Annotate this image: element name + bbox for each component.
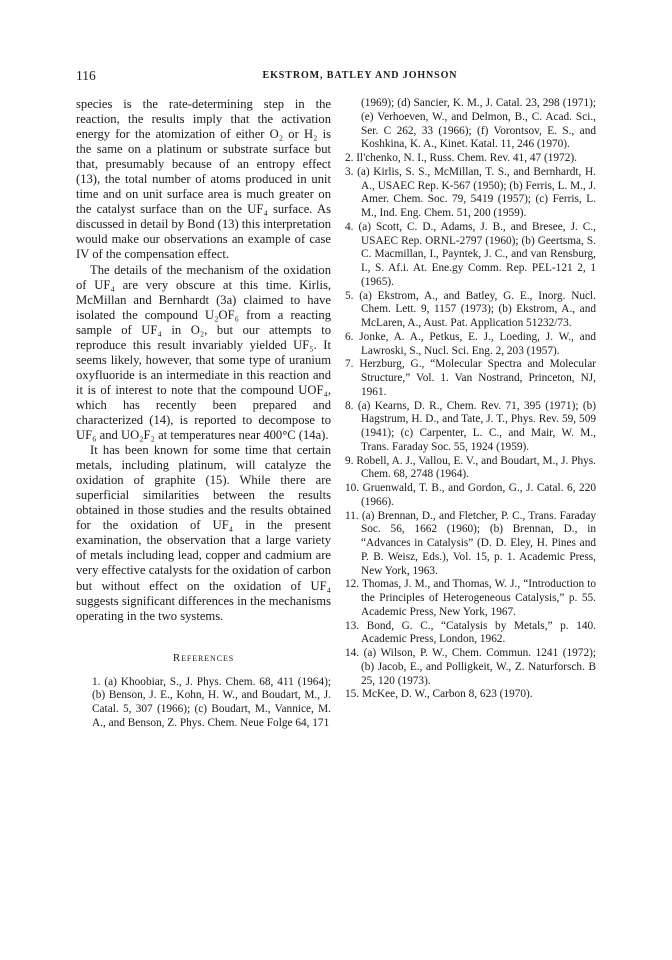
reference-15: 15. McKee, D. W., Carbon 8, 623 (1970). bbox=[345, 688, 533, 701]
right-column bbox=[345, 97, 596, 702]
reference-1: 1. (a) Khoobiar, S., J. Phys. Chem. 68, 411 (1964); (b) Benson, J. E., Kohn, H. W., and Boudart, M., J. Catal. 5, 307 (1966); (c) Boudart, M., Vannice, M. A., and Benson, Z. Phys. Chem. Neue Folge 64, 171 bbox=[92, 675, 331, 729]
reference-2: 2. Il'chenko, N. I., Russ. Chem. Rev. 41, 47 (1972). bbox=[345, 152, 577, 164]
reference-12: 12. Thomas, J. M., and Thomas, W. J., “Introduction to the Principles of Heterogeneous Catalysis,” p. 55. Academic Press, New York, 1967. bbox=[345, 578, 596, 618]
body-paragraph-2: The details of the mechanism of the oxidation of UF₄ are very obscure at this time. Kirlis, McMillan and Bernhardt (3a) claimed to have isolated the compound U₂OF₆ from a reacting sample of UF₄ in O₂, but our attempts to reproduce this result invariably yielded UF₅. It seems likely, however, that some type of uranium oxyfluoride is an intermediate in this reaction and it is of interest to note that the compound UOF₄, which has recently been prepared and characterized (14), is reported to decompose to UF₆ and UO₂F₂ at temperatures near 400°C (14a). bbox=[76, 262, 331, 443]
reference-10: 10. Gruenwald, T. B., and Gordon, G., J. Catal. 6, 220 (1966). bbox=[345, 482, 596, 508]
reference-14: 14. (a) Wilson, P. W., Chem. Commun. 1241 (1972); (b) Jacob, E., and Polligkeit, W., Z. Naturforsch. B 25, 120 (1973). bbox=[345, 647, 596, 687]
running-head: EKSTROM, BATLEY AND JOHNSON bbox=[262, 70, 458, 81]
reference-3: 3. (a) Kirlis, S. S., McMillan, T. S., and Bernhardt, H. A., USAEC Rep. K-567 (1950); (b) Ferris, L. M., J. Amer. Chem. Soc. 79, 5419 (1957); (c) Ferris, L. M., Ind. Eng. Chem. 51, 200 (1959). bbox=[345, 165, 596, 219]
body-paragraph-3: It has been known for some time that certain metals, including platinum, will catalyze the oxidation of graphite (15). While there are superficial similarities between the results obtained in those studies and the results obtained for the oxidation of UF₄ in the present examination, the observation that a large variety of metals including lead, copper and cadmium are very effective catalysts for the oxidation of carbon but without effect on the oxidation of UF₄ suggests significant differences in the mechanisms operating in the two systems. bbox=[76, 443, 331, 623]
left-column bbox=[76, 97, 331, 731]
reference-8: 8. (a) Kearns, D. R., Chem. Rev. 71, 395 (1971); (b) Hagstrum, H. D., and Tate, J. T., Phys. Rev. 59, 509 (1941); (c) Carpenter, L. C., and Mair, W. M., Trans. Faraday Soc. 55, 1924 (1959). bbox=[345, 399, 596, 453]
reference-13: 13. Bond, G. C., “Catalysis by Metals,” p. 140. Academic Press, London, 1962. bbox=[345, 619, 596, 646]
page-number: 116 bbox=[76, 68, 96, 83]
reference-5: 5. (a) Ekstrom, A., and Batley, G. E., Inorg. Nucl. Chem. Lett. 9, 1157 (1973); (b) Ekstrom, A., and McLaren, A., Aust. Pat. Application 51232/73. bbox=[345, 289, 596, 329]
reference-7: 7. Herzburg, G., “Molecular Spectra and Molecular Structure,” Vol. 1. Van Nostrand, Princeton, NJ, 1961. bbox=[345, 358, 596, 398]
reference-4: 4. (a) Scott, C. D., Adams, J. B., and Bresee, J. C., USAEC Rep. ORNL-2797 (1960); (b) Geertsma, S. C. Macmillan, I., Payntek, J. C., and van Rensburg, I., S. Af.i. At. Ene.gy Comm. Rep. PEL-121 2, 1 (1965). bbox=[345, 220, 596, 288]
body-paragraph-1: species is the rate-determining step in the reaction, the results imply that the activation energy for the atomization of either O₂ or H₂ is the same on a platinum or substrate surface but that, presumably because of an entropy effect (13), the total number of atoms produced in unit time and on unit surface area is much greater on the catalyst surface than on the UF₄ surface. As discussed in detail by Bond (13) this interpretation would make our observations an example of case IV of the compensation effect. bbox=[76, 97, 331, 262]
reference-1-continued: (1969); (d) Sancier, K. M., J. Catal. 23, 298 (1971); (e) Verhoeven, W., and Delmon, B., C. Acad. Sci., Ser. C 262, 33 (1966); (f) Vorontsov, E. S., and Koshkina, K. A., Kinet. Katal. 11, 246 (1970). bbox=[361, 97, 596, 151]
reference-11: 11. (a) Brennan, D., and Fletcher, P. C., Trans. Faraday Soc. 56, 1662 (1960); (b) Brennan, D., in “Advances in Catalysis” (D. D. Eley, H. Pines and P. B. Weisz, Eds.), Vol. 15, p. 1. Academic Press, New York, 1963. bbox=[345, 509, 596, 577]
reference-6: 6. Jonke, A. A., Petkus, E. J., Loeding, J. W., and Lawroski, S., Nucl. Sci. Eng. 2, 203 (1957). bbox=[345, 330, 596, 357]
references-heading: References bbox=[172, 651, 235, 664]
reference-9: 9. Robell, A. J., Vallou, E. V., and Boudart, M., J. Phys. Chem. 68, 2748 (1964). bbox=[345, 454, 596, 481]
